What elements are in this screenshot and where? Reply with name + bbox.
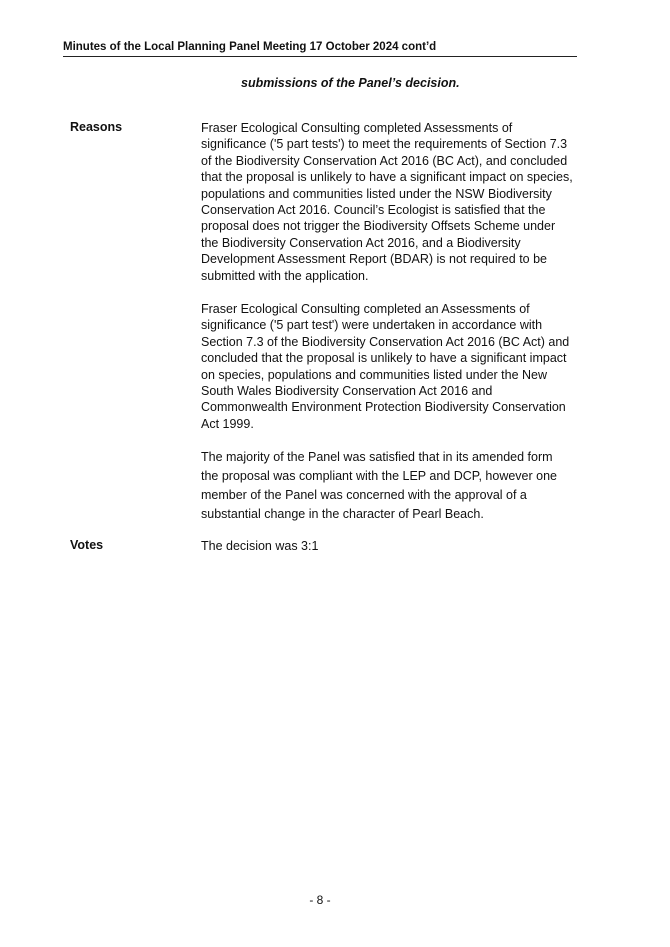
reasons-paragraph-2: Fraser Ecological Consulting completed an Assessments of significance ('5 part test') were undertaken in accordance with Section 7.3 of the Biodiversity Conservation Act 2016 (BC Act) and concluded that the proposal is unlikely to have a significant impact on species, populations and communities listed under the New South Wales Biodiversity Conservation Act 2016 and Commonwealth Environment Protection Biodiversity Conservation Act 1999. xyxy=(201,302,570,431)
votes-text: The decision was 3:1 xyxy=(201,539,319,553)
reasons-paragraph-3: The majority of the Panel was satisfied that in its amended form the proposal was compliant with the LEP and DCP, however one member of the Panel was concerned with the approval of a substantial change in the character of Pearl Beach. xyxy=(201,450,557,521)
votes-label: Votes xyxy=(70,538,104,552)
page-number: - 8 - xyxy=(309,893,331,907)
reasons-label: Reasons xyxy=(70,120,123,134)
reasons-paragraph-1: Fraser Ecological Consulting completed Assessments of significance ('5 part tests') to meet the requirements of Section 7.3 of the Biodiversity Conservation Act 2016 (BC Act), and concluded that the proposal is unlikely to have a significant impact on species, populations and communities listed under the NSW Biodiversity Conservation Act 2016. Council’s Ecologist is satisfied that the proposal does not trigger the Biodiversity Offsets Scheme under the Biodiversity Conservation Act 2016, and a Biodiversity Development Assessment Report (BDAR) is not required to be submitted with the application. xyxy=(201,121,573,283)
continuation-text: submissions of the Panel’s decision. xyxy=(241,76,460,90)
page-header: Minutes of the Local Planning Panel Meeting 17 October 2024 cont’d xyxy=(63,41,577,57)
